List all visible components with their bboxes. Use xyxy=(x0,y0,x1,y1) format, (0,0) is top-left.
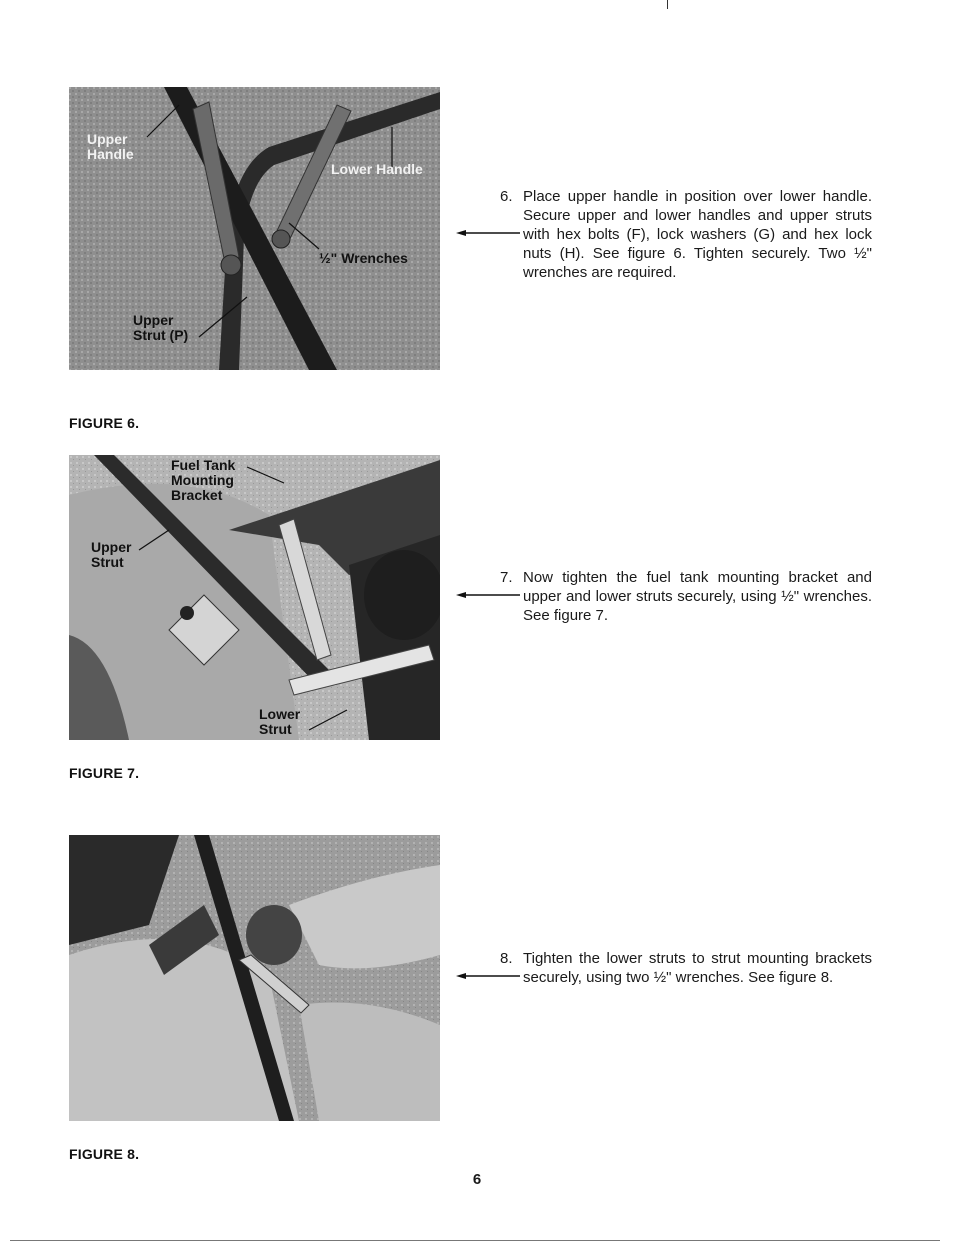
scan-mark xyxy=(667,0,668,9)
callout-upper-strut: Upper Strut xyxy=(91,539,132,570)
step-6 xyxy=(500,187,872,282)
left-arrow-icon xyxy=(456,590,520,600)
step-8 xyxy=(500,949,872,987)
figure-8-photo xyxy=(69,835,440,1121)
figure-6-caption: FIGURE 6. xyxy=(69,415,140,431)
left-arrow-icon xyxy=(456,971,520,981)
callout-upper-strut: Upper Strut (P) xyxy=(133,312,189,343)
callout-fuel-tank-bracket: Fuel Tank Mounting Bracket xyxy=(171,457,236,503)
step-number: 7. xyxy=(500,569,513,586)
step-text: Place upper handle in position over lower handle. Secure upper and lower handles and upper struts with hex bolts (F), lock washers (G) and hex lock nuts (H). See figure 6. Tighten securely. Two ½" wrenches are required. xyxy=(523,188,872,281)
callout-lower-handle: Lower Handle xyxy=(331,161,423,177)
figure-8-caption: FIGURE 8. xyxy=(69,1146,140,1162)
step-7 xyxy=(500,568,872,625)
callout-lower-strut: Lower Strut xyxy=(259,706,301,737)
step-text: Tighten the lower struts to strut mounting brackets securely, using two ½" wrenches. See figure 8. xyxy=(523,950,872,986)
step-text: Now tighten the fuel tank mounting bracket and upper and lower struts securely, using ½" wrenches. See figure 7. xyxy=(523,569,872,624)
figure-7-caption: FIGURE 7. xyxy=(69,765,140,781)
page-number: 6 xyxy=(472,1171,482,1188)
callout-wrenches: ½" Wrenches xyxy=(319,250,408,266)
step-number: 6. xyxy=(500,188,513,205)
figure-7-photo xyxy=(69,455,440,740)
step-number: 8. xyxy=(500,950,513,967)
figure-6-photo xyxy=(69,87,440,370)
callout-upper-handle: Upper Handle xyxy=(87,131,134,162)
left-arrow-icon xyxy=(456,228,520,238)
scan-edge xyxy=(10,1240,940,1241)
